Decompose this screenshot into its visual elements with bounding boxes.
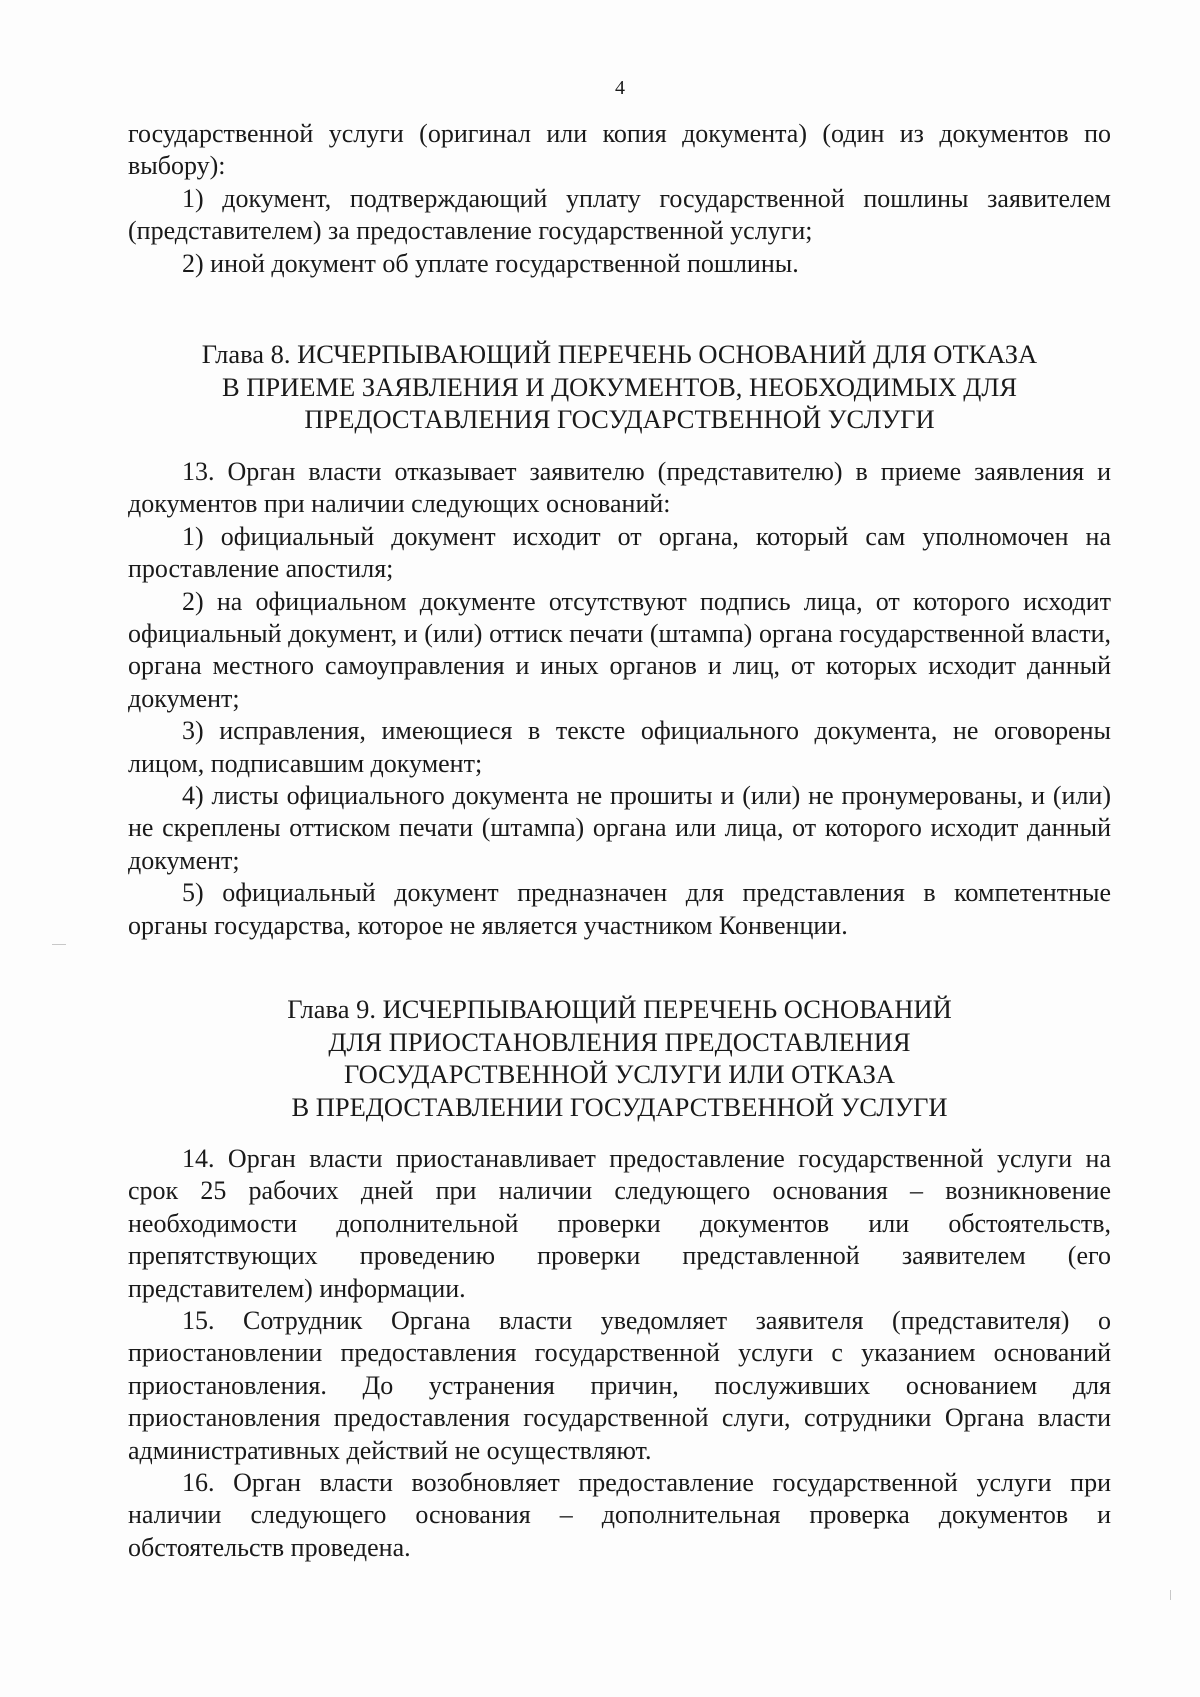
chapter8-heading-line-2: В ПРИЕМЕ ЗАЯВЛЕНИЯ И ДОКУМЕНТОВ, НЕОБХОДИМЫХ ДЛЯ (221, 371, 1018, 402)
chapter8-heading-line-3: ПРЕДОСТАВЛЕНИЯ ГОСУДАРСТВЕННОЙ УСЛУГИ (304, 404, 935, 434)
paragraph-13: 13. Орган власти отказывает заявителю (представителю) в приеме заявления и документов при наличии следующих оснований: (128, 457, 1111, 519)
chapter8-heading (128, 338, 1111, 436)
intro-section (128, 118, 1111, 280)
chapter8-item-3: 3) исправления, имеющиеся в тексте официального документа, не оговорены лицом, подписавшим документ; (128, 716, 1111, 778)
scan-artifact (52, 944, 66, 945)
chapter8-item-4: 4) листы официального документа не прошиты и (или) не пронумерованы, и (или) не скреплены оттиском печати (штампа) органа или лица, от которого исходит данный документ; (128, 781, 1111, 875)
scan-artifact (1170, 1590, 1171, 1600)
intro-continuation: государственной услуги (оригинал или копия документа) (один из документов по выбору): (128, 119, 1111, 181)
intro-item-1: 1) документ, подтверждающий уплату государственной пошлины заявителем (представителем) за предоставление государственной услуги; (128, 183, 1111, 246)
chapter8-item-2: 2) на официальном документе отсутствуют подпись лица, от которого исходит официальный документ, и (или) оттиск печати (штампа) органа государственной власти, органа местного самоуправления и иных органов и лиц, от которых исходит данный документ; (128, 586, 1111, 713)
chapter8-item-5: 5) официальный документ предназначен для представления в компетентные органы государства, которое не является участником Конвенции. (128, 878, 1111, 940)
paragraph-14: 14. Орган власти приостанавливает предоставление государственной услуги на срок 25 рабочих дней при наличии следующего основания – возникновение необходимости дополнительной проверки документов или обстоятельств, препятствующих проведению проверки представленной заявителем (его представителем) информации. (128, 1144, 1111, 1303)
chapter8-item-1: 1) официальный документ исходит от органа, который сам уполномочен на проставление апостиля; (128, 521, 1111, 584)
paragraph-16: 16. Орган власти возобновляет предоставление государственной услуги при наличии следующего основания – дополнительная проверка документов и обстоятельств проведена. (128, 1468, 1111, 1562)
chapter9-body (128, 1143, 1111, 1564)
intro-item-2: 2) иной документ об уплате государственной пошлины. (182, 248, 799, 278)
chapter9-heading-line-3: ГОСУДАРСТВЕННОЙ УСЛУГИ ИЛИ ОТКАЗА (343, 1059, 896, 1089)
page-number: 4 (615, 77, 625, 99)
chapter9-heading-line-2: ДЛЯ ПРИОСТАНОВЛЕНИЯ ПРЕДОСТАВЛЕНИЯ (328, 1026, 911, 1057)
chapter8-body (128, 456, 1111, 942)
chapter9-heading-line-1: Глава 9. ИСЧЕРПЫВАЮЩИЙ ПЕРЕЧЕНЬ ОСНОВАНИЙ (287, 994, 952, 1024)
chapter9-heading (128, 993, 1111, 1123)
chapter9-heading-line-4: В ПРЕДОСТАВЛЕНИИ ГОСУДАРСТВЕННОЙ УСЛУГИ (291, 1091, 948, 1122)
chapter8-heading-line-1: Глава 8. ИСЧЕРПЫВАЮЩИЙ ПЕРЕЧЕНЬ ОСНОВАНИЙ ДЛЯ ОТКАЗА (201, 339, 1038, 369)
paragraph-15: 15. Сотрудник Органа власти уведомляет заявителя (представителя) о приостановлении предоставления государственной услуги с указанием оснований приостановления. До устранения причин, послуживших основанием для приостановления предоставления государственной слуги, сотрудники Органа власти административных действий не осуществляют. (128, 1306, 1111, 1465)
